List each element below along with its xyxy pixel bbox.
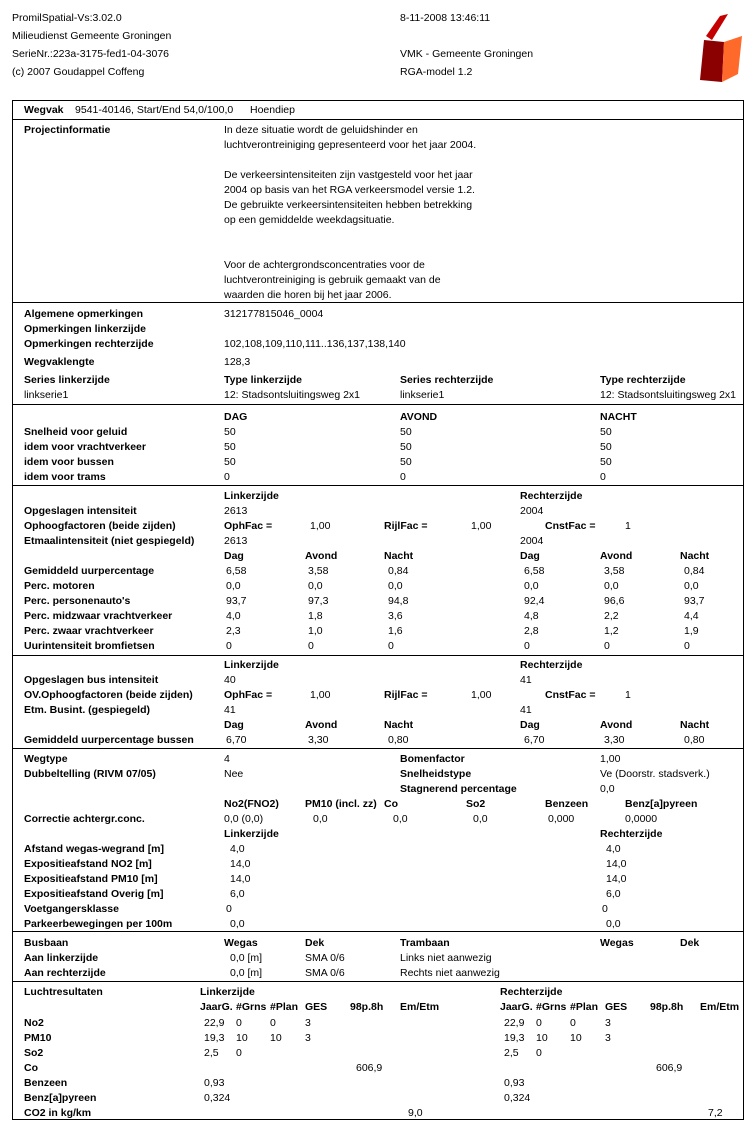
road-row-rechts: 0,0 (606, 918, 621, 930)
lucht-col-rechts: Em/Etm (700, 1001, 740, 1013)
road-row-rechts: 14,0 (606, 873, 627, 885)
road-row-links: 14,0 (230, 873, 251, 885)
int-row-value: 4,0 (226, 610, 241, 622)
int-row-value: 0,0 (604, 580, 619, 592)
divider (12, 302, 744, 303)
road-row-rechts: 14,0 (606, 858, 627, 870)
lucht-col-links: GES (305, 1001, 328, 1013)
bus-gem-label: Gemiddeld uurpercentage bussen (24, 734, 194, 746)
correctie-value: 0,000 (548, 813, 575, 825)
speed-row-dag: 50 (224, 426, 236, 438)
speed-header-nacht: NACHT (600, 411, 637, 423)
series-rechts-value: linkserie1 (400, 389, 445, 401)
road-row-label: Afstand wegas-wegrand [m] (24, 843, 165, 855)
int-header-links: Linkerzijde (224, 490, 279, 502)
lucht-header-links: Linkerzijde (200, 986, 255, 998)
int-row-value: 3,6 (388, 610, 403, 622)
project-line: In deze situatie wordt de geluidshinder en (224, 124, 418, 136)
wegvaklengte-label: Wegvaklengte (24, 356, 95, 368)
road-row-links: 4,0 (230, 843, 245, 855)
lucht-value-rechts: 0,324 (504, 1092, 531, 1104)
project-line: De gebruikte verkeersintensiteiten hebben betrekking (224, 199, 473, 211)
bus-header-rechts: Rechterzijde (520, 659, 583, 671)
int-row-value: 92,4 (524, 595, 545, 607)
speed-row-nacht: 50 (600, 441, 612, 453)
int-row-label: Gemiddeld uurpercentage (24, 565, 155, 577)
ophfac-value: 1,00 (310, 520, 331, 532)
int-row-value: 1,9 (684, 625, 699, 637)
road-row-links: 6,0 (230, 888, 245, 900)
int-row-value: 3,58 (604, 565, 625, 577)
speed-row-avond: 50 (400, 426, 412, 438)
opg-int-rechts: 2004 (520, 505, 544, 517)
lucht-value-rechts: 0 (536, 1017, 542, 1029)
bus-ophfac-label: OphFac = (224, 689, 273, 701)
bus-opg-rechts: 41 (520, 674, 532, 686)
speed-row-nacht: 50 (600, 456, 612, 468)
int-row-value: 0 (308, 640, 314, 652)
bus-rijlfac-label: RijlFac = (384, 689, 428, 701)
int-row-value: 0 (524, 640, 530, 652)
bus-opg-links: 40 (224, 674, 236, 686)
road-row-label: Expositieafstand NO2 [m] (24, 858, 152, 870)
lucht-value-links: 10 (236, 1032, 248, 1044)
lucht-row-label: Benz[a]pyreen (24, 1092, 97, 1104)
trambaan-dek-header: Dek (680, 937, 700, 949)
road-header-rechts: Rechterzijde (600, 828, 663, 840)
bus-cnstfac-label: CnstFac = (545, 689, 596, 701)
lucht-value-rechts: 606,9 (656, 1062, 683, 1074)
lucht-value-rechts: 0,93 (504, 1077, 525, 1089)
bus-gem-value: 0,80 (388, 734, 409, 746)
project-line: waarden die horen bij het jaar 2006. (224, 289, 392, 301)
project-line: luchtverontreiniging is gebruik gemaakt van de (224, 274, 441, 286)
int-col-nacht-rechts: Nacht (680, 550, 710, 562)
dubbeltelling-value: Nee (224, 768, 244, 780)
road-row-rechts: 6,0 (606, 888, 621, 900)
lucht-row-label: So2 (24, 1047, 44, 1059)
lucht-value-rechts: 19,3 (504, 1032, 525, 1044)
int-row-value: 97,3 (308, 595, 329, 607)
int-row-value: 0 (226, 640, 232, 652)
lucht-col-rechts: #Grns (536, 1001, 567, 1013)
int-row-value: 0,0 (684, 580, 699, 592)
etm-label: Etmaalintensiteit (niet gespiegeld) (24, 535, 195, 547)
pollutant-header: Co (384, 798, 398, 810)
road-row-label: Parkeerbewegingen per 100m (24, 918, 173, 930)
rijlfac-label: RijlFac = (384, 520, 428, 532)
type-rechts-label: Type rechterzijde (600, 374, 686, 386)
wegvak-name: Hoendiep (250, 104, 295, 116)
bomenfactor-value: 1,00 (600, 753, 621, 765)
cnstfac-label: CnstFac = (545, 520, 596, 532)
bus-header-links: Linkerzijde (224, 659, 279, 671)
int-col-nacht-links: Nacht (384, 550, 414, 562)
stagnerend-label: Stagnerend percentage (400, 783, 517, 795)
lucht-value-links: 22,9 (204, 1017, 225, 1029)
lucht-value-links: 0 (270, 1017, 276, 1029)
report-datetime: 8-11-2008 13:46:11 (400, 12, 491, 24)
int-row-value: 3,58 (308, 565, 329, 577)
bus-etm-label: Etm. Busint. (gespiegeld) (24, 704, 151, 716)
int-row-value: 0,84 (684, 565, 705, 577)
int-row-value: 0,0 (226, 580, 241, 592)
road-header-links: Linkerzijde (224, 828, 279, 840)
lucht-value-links: 3 (305, 1017, 311, 1029)
speed-row-nacht: 50 (600, 426, 612, 438)
pollutant-header: PM10 (incl. zz) (305, 798, 377, 810)
int-col-dag-rechts: Dag (520, 550, 540, 562)
int-row-value: 0,84 (388, 565, 409, 577)
series-links-label: Series linkerzijde (24, 374, 110, 386)
road-row-rechts: 4,0 (606, 843, 621, 855)
vmk-label: VMK - Gemeente Groningen (400, 48, 534, 60)
int-col-dag-links: Dag (224, 550, 244, 562)
project-line: 2004 op basis van het RGA verkeersmodel versie 1.2. (224, 184, 475, 196)
road-row-label: Expositieafstand Overig [m] (24, 888, 164, 900)
busbaan-row-tram: Links niet aanwezig (400, 952, 492, 964)
divider (12, 485, 744, 486)
alg-value: 312177815046_0004 (224, 308, 324, 320)
lucht-value-links: 2,5 (204, 1047, 219, 1059)
lucht-col-rechts: 98p.8h (650, 1001, 684, 1013)
wegtype-label: Wegtype (24, 753, 68, 765)
bus-col-nacht-rechts: Nacht (680, 719, 710, 731)
int-row-label: Uurintensiteit bromfietsen (24, 640, 155, 652)
bus-gem-value: 3,30 (308, 734, 329, 746)
int-row-value: 0,0 (388, 580, 403, 592)
rijlfac-value: 1,00 (471, 520, 492, 532)
speed-row-label: idem voor vrachtverkeer (24, 441, 146, 453)
int-row-value: 2,8 (524, 625, 539, 637)
bus-rijlfac-value: 1,00 (471, 689, 492, 701)
road-row-label: Voetgangersklasse (24, 903, 119, 915)
lucht-value-rechts: 3 (605, 1032, 611, 1044)
dubbeltelling-label: Dubbeltelling (RIVM 07/05) (24, 768, 156, 780)
divider (12, 119, 744, 120)
road-row-links: 0 (226, 903, 232, 915)
divider (12, 404, 744, 405)
ophfac-label: OphFac = (224, 520, 273, 532)
speed-row-dag: 50 (224, 456, 236, 468)
trambaan-label: Trambaan (400, 937, 450, 949)
bus-etm-links: 41 (224, 704, 236, 716)
lucht-col-links: #Grns (236, 1001, 267, 1013)
correctie-label: Correctie achtergr.conc. (24, 813, 145, 825)
lucht-value-rechts: 10 (536, 1032, 548, 1044)
speed-row-dag: 50 (224, 441, 236, 453)
int-header-rechts: Rechterzijde (520, 490, 583, 502)
int-row-value: 1,2 (604, 625, 619, 637)
bus-ophfac-value: 1,00 (310, 689, 331, 701)
int-row-value: 0,0 (308, 580, 323, 592)
correctie-value: 0,0 (313, 813, 328, 825)
busbaan-row-label: Aan rechterzijde (24, 967, 106, 979)
int-row-value: 2,2 (604, 610, 619, 622)
lucht-row-label: Co (24, 1062, 38, 1074)
bus-gem-value: 3,30 (604, 734, 625, 746)
bomenfactor-label: Bomenfactor (400, 753, 465, 765)
type-links-value: 12: Stadsontsluitingsweg 2x1 (224, 389, 361, 401)
divider (12, 981, 744, 982)
lucht-header-rechts: Rechterzijde (500, 986, 563, 998)
logo-icon (698, 12, 746, 86)
speed-row-label: idem voor trams (24, 471, 106, 483)
int-col-avond-links: Avond (305, 550, 338, 562)
lucht-col-rechts: GES (605, 1001, 628, 1013)
opg-int-label: Opgeslagen intensiteit (24, 505, 137, 517)
organisation: Milieudienst Gemeente Groningen (12, 30, 172, 42)
int-row-value: 1,6 (388, 625, 403, 637)
opm-rechts-label: Opmerkingen rechterzijde (24, 338, 154, 350)
divider (12, 748, 744, 749)
snelheidstype-value: Ve (Doorstr. stadsverk.) (600, 768, 710, 780)
lucht-value-rechts: 0 (536, 1047, 542, 1059)
lucht-value-links: 9,0 (408, 1107, 423, 1119)
lucht-value-links: 3 (305, 1032, 311, 1044)
lucht-value-rechts: 7,2 (708, 1107, 723, 1119)
int-row-value: 6,58 (226, 565, 247, 577)
speed-row-label: Snelheid voor geluid (24, 426, 128, 438)
busbaan-row-tram: Rechts niet aanwezig (400, 967, 500, 979)
bus-opg-label: Opgeslagen bus intensiteit (24, 674, 159, 686)
model-label: RGA-model 1.2 (400, 66, 473, 78)
speed-row-dag: 0 (224, 471, 230, 483)
correctie-value: 0,0000 (625, 813, 658, 825)
busbaan-row-label: Aan linkerzijde (24, 952, 99, 964)
lucht-col-rechts: JaarG. (500, 1001, 533, 1013)
speed-row-label: idem voor bussen (24, 456, 114, 468)
speed-header-avond: AVOND (400, 411, 438, 423)
lucht-value-links: 10 (270, 1032, 282, 1044)
bus-col-dag-links: Dag (224, 719, 244, 731)
int-row-value: 93,7 (684, 595, 705, 607)
speed-header-dag: DAG (224, 411, 248, 423)
lucht-value-rechts: 2,5 (504, 1047, 519, 1059)
opg-int-links: 2613 (224, 505, 248, 517)
lucht-value-rechts: 22,9 (504, 1017, 525, 1029)
bus-col-dag-rechts: Dag (520, 719, 540, 731)
lucht-col-links: JaarG. (200, 1001, 233, 1013)
correctie-value: 0,0 (473, 813, 488, 825)
copyright: (c) 2007 Goudappel Coffeng (12, 66, 145, 78)
alg-label: Algemene opmerkingen (24, 308, 144, 320)
etm-rechts: 2004 (520, 535, 544, 547)
speed-row-avond: 0 (400, 471, 406, 483)
lucht-row-label: PM10 (24, 1032, 52, 1044)
int-row-label: Perc. personenauto's (24, 595, 131, 607)
lucht-value-links: 0 (236, 1047, 242, 1059)
opm-rechts-value: 102,108,109,110,111..136,137,138,140 (224, 338, 406, 350)
snelheidstype-label: Snelheidstype (400, 768, 472, 780)
bus-etm-rechts: 41 (520, 704, 532, 716)
trambaan-wegas-header: Wegas (600, 937, 634, 949)
bus-col-avond-links: Avond (305, 719, 338, 731)
bus-col-avond-rechts: Avond (600, 719, 633, 731)
busbaan-wegas-header: Wegas (224, 937, 258, 949)
lucht-value-rechts: 10 (570, 1032, 582, 1044)
lucht-value-rechts: 0 (570, 1017, 576, 1029)
road-row-links: 14,0 (230, 858, 251, 870)
lucht-row-label: No2 (24, 1017, 44, 1029)
int-row-value: 0 (684, 640, 690, 652)
int-row-label: Perc. motoren (24, 580, 95, 592)
project-line: op een gemiddelde weekdagsituatie. (224, 214, 395, 226)
lucht-row-label: Benzeen (24, 1077, 68, 1089)
oph-label: Ophoogfactoren (beide zijden) (24, 520, 176, 532)
etm-links: 2613 (224, 535, 248, 547)
project-line: Voor de achtergrondsconcentraties voor de (224, 259, 425, 271)
pollutant-header: Benz[a]pyreen (625, 798, 698, 810)
lucht-value-links: 606,9 (356, 1062, 383, 1074)
cnstfac-value: 1 (625, 520, 631, 532)
lucht-value-links: 0 (236, 1017, 242, 1029)
int-row-value: 4,4 (684, 610, 699, 622)
road-row-label: Expositieafstand PM10 [m] (24, 873, 158, 885)
speed-row-avond: 50 (400, 456, 412, 468)
busbaan-row-dek: SMA 0/6 (305, 952, 345, 964)
bus-gem-value: 6,70 (226, 734, 247, 746)
busbaan-row-dek: SMA 0/6 (305, 967, 345, 979)
int-row-value: 0,0 (524, 580, 539, 592)
pollutant-header: No2(FNO2) (224, 798, 279, 810)
road-row-rechts: 0 (602, 903, 608, 915)
pollutant-header: Benzeen (545, 798, 589, 810)
project-label: Projectinformatie (24, 124, 111, 136)
correctie-value: 0,0 (0,0) (224, 813, 264, 825)
bus-gem-value: 0,80 (684, 734, 705, 746)
int-col-avond-rechts: Avond (600, 550, 633, 562)
int-row-value: 4,8 (524, 610, 539, 622)
serial-number: SerieNr.:223a-3175-fed1-04-3076 (12, 48, 170, 60)
wegvak-value: 9541-40146, Start/End 54,0/100,0 (75, 104, 234, 116)
lucht-value-rechts: 3 (605, 1017, 611, 1029)
int-row-value: 6,58 (524, 565, 545, 577)
correctie-value: 0,0 (393, 813, 408, 825)
pollutant-header: So2 (466, 798, 486, 810)
series-links-value: linkserie1 (24, 389, 69, 401)
divider (12, 655, 744, 656)
speed-row-nacht: 0 (600, 471, 606, 483)
int-row-value: 1,8 (308, 610, 323, 622)
lucht-row-label: CO2 in kg/km (24, 1107, 92, 1119)
divider (12, 931, 744, 932)
stagnerend-value: 0,0 (600, 783, 615, 795)
project-line: luchtverontreiniging gepresenteerd voor het jaar 2004. (224, 139, 477, 151)
project-line: De verkeersintensiteiten zijn vastgesteld voor het jaar (224, 169, 473, 181)
bus-cnstfac-value: 1 (625, 689, 631, 701)
road-row-links: 0,0 (230, 918, 245, 930)
int-row-label: Perc. zwaar vrachtverkeer (24, 625, 154, 637)
speed-row-avond: 50 (400, 441, 412, 453)
lucht-col-links: 98p.8h (350, 1001, 384, 1013)
int-row-value: 2,3 (226, 625, 241, 637)
type-rechts-value: 12: Stadsontsluitingsweg 2x1 (600, 389, 737, 401)
wegvaklengte-value: 128,3 (224, 356, 251, 368)
lucht-value-links: 19,3 (204, 1032, 225, 1044)
int-row-value: 0 (604, 640, 610, 652)
program-version: PromilSpatial-Vs:3.02.0 (12, 12, 122, 24)
int-row-value: 93,7 (226, 595, 247, 607)
bus-col-nacht-links: Nacht (384, 719, 414, 731)
lucht-value-links: 0,93 (204, 1077, 225, 1089)
int-row-value: 1,0 (308, 625, 323, 637)
wegvak-label: Wegvak (24, 104, 64, 116)
int-row-value: 96,6 (604, 595, 625, 607)
opm-links-label: Opmerkingen linkerzijde (24, 323, 146, 335)
busbaan-dek-header: Dek (305, 937, 325, 949)
int-row-value: 94,8 (388, 595, 409, 607)
lucht-value-links: 0,324 (204, 1092, 231, 1104)
int-row-value: 0 (388, 640, 394, 652)
lucht-col-rechts: #Plan (570, 1001, 599, 1013)
bus-gem-value: 6,70 (524, 734, 545, 746)
wegtype-value: 4 (224, 753, 230, 765)
lucht-col-links: Em/Etm (400, 1001, 440, 1013)
int-row-label: Perc. midzwaar vrachtverkeer (24, 610, 173, 622)
bus-oph-label: OV.Ophoogfactoren (beide zijden) (24, 689, 193, 701)
busbaan-row-wegas: 0,0 [m] (230, 967, 263, 979)
busbaan-label: Busbaan (24, 937, 69, 949)
series-rechts-label: Series rechterzijde (400, 374, 494, 386)
type-links-label: Type linkerzijde (224, 374, 302, 386)
lucht-label: Luchtresultaten (24, 986, 103, 998)
lucht-col-links: #Plan (270, 1001, 299, 1013)
busbaan-row-wegas: 0,0 [m] (230, 952, 263, 964)
